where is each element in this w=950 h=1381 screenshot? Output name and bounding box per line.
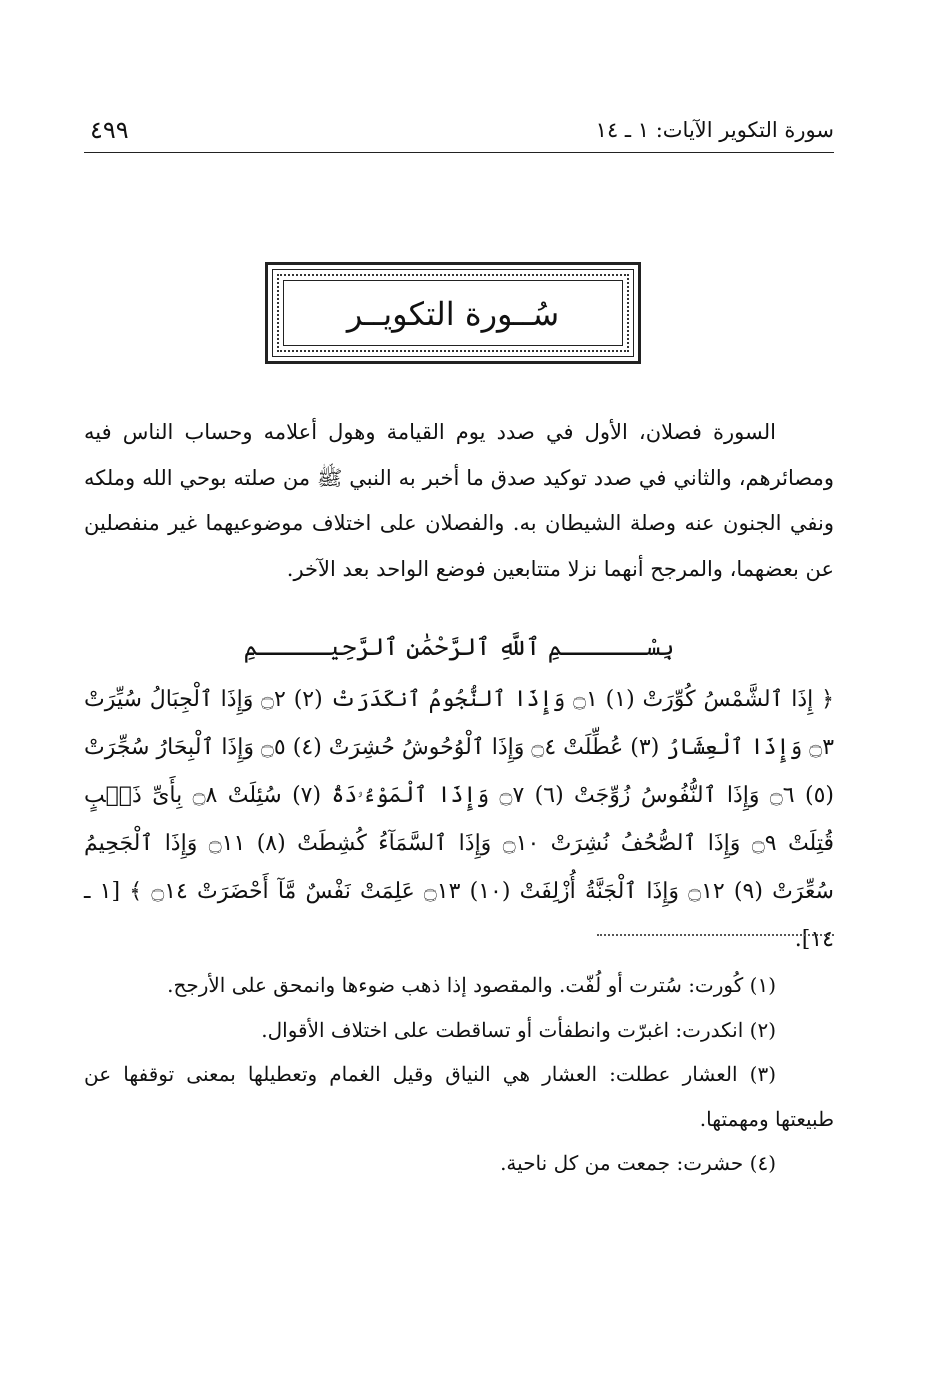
footnote-4: (٤) حشرت: جمعت من كل ناحية. <box>500 1151 776 1175</box>
footnote-1: (١) كُورت: سُترت أو لُفّت. والمقصود إذا ذهب ضوءها وانمحق على الأرجح. <box>167 973 776 997</box>
footnote-separator <box>597 934 834 936</box>
surah-title: سُــورة التكويــر <box>346 295 560 333</box>
footnote-2: (٢) انكدرت: اغبرّت وانطفأت أو تساقطت على اختلاف الأقوال. <box>261 1017 776 1042</box>
quran-verses: ﴿ إِذَا ٱلشَّمْسُ كُوِّرَتْ (١) ۝١ وَإِذَا ٱلنُّجُومُ ٱنكَدَرَتْ (٢) ۝٢ وَإِذَا ٱلْجِبَالُ سُيِّرَتْ ۝٣ وَإِذَا ٱلْعِشَارُ (٣) عُطِّلَتْ ۝٤ وَإِذَا ٱلْوُحُوشُ حُشِرَتْ (٤) ۝٥ وَإِذَا ٱلْبِحَارُ سُجِّرَتْ (٥) ۝٦ وَإِذَا ٱلنُّفُوسُ زُوِّجَتْ (٦) ۝٧ وَإِذَا ٱلْمَوْءُۥدَةُ (٧) سُئِلَتْ ۝٨ بِأَىِّ ذَنۢبٍ قُتِلَتْ ۝٩ وَإِذَا ٱلصُّحُفُ نُشِرَتْ ۝١٠ وَإِذَا ٱلسَّمَآءُ كُشِطَتْ (٨) ۝١١ وَإِذَا ٱلْجَحِيمُ سُعِّرَتْ (٩) ۝١٢ وَإِذَا ٱلْجَنَّةُ أُزْلِفَتْ (١٠) ۝١٣ عَلِمَتْ نَفْسٌ مَّآ أَحْضَرَتْ ۝١٤ ﴾ [١ ـ ١٤]. <box>84 687 835 952</box>
page-number: ٤٩٩ <box>90 116 129 144</box>
surah-title-frame <box>265 262 641 364</box>
intro-text: السورة فصلان، الأول في صدد يوم القيامة وهول أعلامه وحساب الناس فيه ومصائرهم، والثاني في صدد توكيد صدق ما أخبر به النبي ﷺ من صلته بوحي الله وملكه ونفي الجنون عنه وصلة الشيطان به. والفصلان على اختلاف موضوعيهما غير منفصلين عن بعضهما، والمرجح أنهما نزلا متتابعين فوضع الواحد بعد الآخر. <box>84 420 834 581</box>
footnote-3: (٣) العشار عطلت: العشار هي النياق وقيل الغمام وتعطيلها بمعنى توقفها عن طبيعتها ومهمتها. <box>84 1062 834 1131</box>
intro-paragraph <box>84 410 834 592</box>
basmala: بِسْــــــمِ ٱللَّهِ ٱلرَّحْمَٰنِ ٱلرَّحِيـــــمِ <box>243 633 675 661</box>
footnotes <box>84 963 834 1186</box>
page-header <box>84 112 834 153</box>
running-title: سورة التكوير الآيات: ١ ـ ١٤ <box>595 118 834 142</box>
